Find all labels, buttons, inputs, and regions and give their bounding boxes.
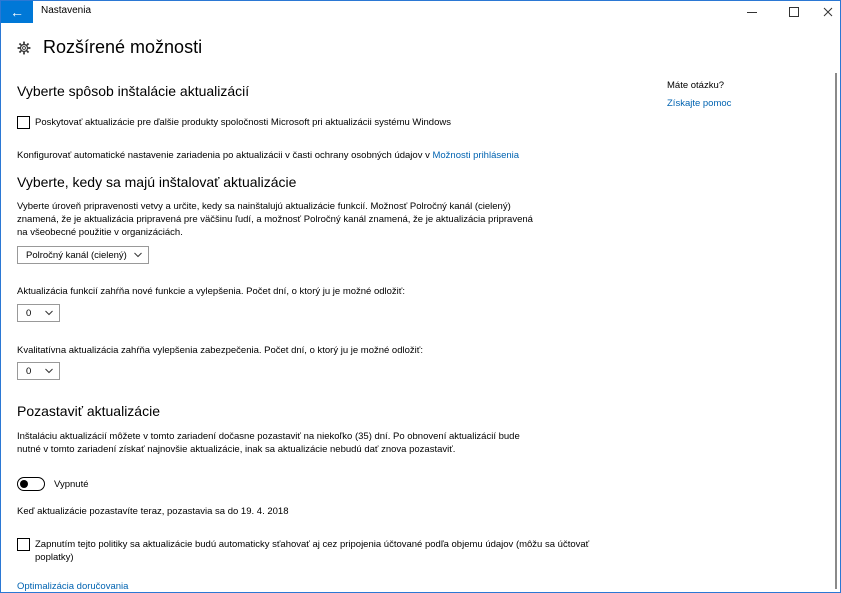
sidebar-question: Máte otázku?: [667, 80, 725, 91]
back-arrow-icon: ←: [10, 4, 24, 20]
other-products-label: Poskytovať aktualizácie pre ďalšie produkty spoločnosti Microsoft pri aktualizácii systému Windows: [35, 117, 451, 128]
pause-desc-line-2: nutné v tomto zariadení získať najnovšie aktualizácie, inak sa aktualizácie nebudú dať znova pozastaviť.: [17, 444, 456, 455]
metered-line-2: poplatky): [35, 552, 74, 563]
page-header: [17, 37, 202, 58]
when-heading: Vyberte, kedy sa majú inštalovať aktualizácie: [17, 174, 297, 190]
metered-connection-label: [35, 538, 589, 564]
feature-days-select[interactable]: [17, 304, 60, 322]
when-desc-line-2: znamená, že je aktualizácia pripravená pre väčšinu ľudí, a možnosť Polročný kanál znamená, že je aktualizácia pripravená: [17, 214, 533, 225]
maximize-button[interactable]: [777, 1, 811, 23]
delivery-optimization-link[interactable]: Optimalizácia doručovania: [17, 581, 129, 592]
close-icon: [823, 7, 833, 17]
pause-desc-line-1: Inštaláciu aktualizácií môžete v tomto zariadení dočasne pozastaviť na niekoľko (35) dní. Po obnovení aktualizácií bude: [17, 431, 520, 442]
page-title: Rozšírené možnosti: [43, 37, 203, 57]
channel-select-value: Polročný kanál (cielený): [26, 249, 127, 261]
app-title: Nastavenia: [41, 5, 92, 16]
sign-in-options-link[interactable]: Možnosti prihlásenia: [432, 150, 520, 161]
quality-days-value: 0: [26, 365, 32, 377]
config-text-line: [17, 149, 519, 162]
channel-select[interactable]: [17, 246, 149, 264]
when-desc-line-3: na všeobecné použitie v organizáciách.: [17, 227, 183, 238]
pause-until-text: Keď aktualizácie pozastavíte teraz, pozastavia sa do 19. 4. 2018: [17, 506, 289, 517]
when-description: [17, 200, 533, 239]
scrollbar[interactable]: [835, 73, 837, 589]
feature-deferral-label: Aktualizácia funkcií zahŕňa nové funkcie a vylepšenia. Počet dní, o ktorý ju je možné odložiť:: [17, 286, 405, 297]
close-button[interactable]: [811, 1, 841, 23]
minimize-button[interactable]: [735, 1, 769, 23]
when-desc-line-1: Vyberte úroveň pripravenosti vetvy a určite, kedy sa nainštalujú aktualizácie funkcií. Možnosť Polročný kanál (cielený): [17, 201, 511, 212]
other-products-checkbox[interactable]: [17, 116, 30, 129]
config-text: Konfigurovať automatické nastavenie zariadenia po aktualizácii v časti ochrany osobných údajov v: [17, 150, 430, 161]
maximize-icon: [789, 7, 799, 17]
minimize-icon: [747, 12, 757, 13]
pause-heading: Pozastaviť aktualizácie: [17, 403, 160, 419]
back-button[interactable]: [1, 1, 33, 23]
chevron-down-icon: [134, 251, 142, 259]
get-help-link[interactable]: Získajte pomoc: [667, 98, 732, 109]
pause-toggle-state: Vypnuté: [54, 479, 89, 490]
gear-icon: [17, 41, 31, 55]
feature-days-value: 0: [26, 307, 32, 319]
title-bar: [1, 1, 840, 23]
toggle-knob: [20, 480, 28, 488]
quality-days-select[interactable]: [17, 362, 60, 380]
chevron-down-icon: [45, 367, 53, 375]
quality-deferral-label: Kvalitatívna aktualizácia zahŕňa vylepšenia zabezpečenia. Počet dní, o ktorý ju je možné odložiť:: [17, 345, 423, 356]
install-heading: Vyberte spôsob inštalácie aktualizácií: [17, 83, 250, 99]
metered-connection-checkbox[interactable]: [17, 538, 30, 551]
chevron-down-icon: [45, 309, 53, 317]
pause-description: [17, 430, 520, 456]
metered-line-1: Zapnutím tejto politiky sa aktualizácie budú automaticky sťahovať aj cez pripojenia účtované podľa objemu údajov (môžu sa účtovať: [35, 539, 590, 550]
pause-toggle[interactable]: [17, 477, 45, 491]
